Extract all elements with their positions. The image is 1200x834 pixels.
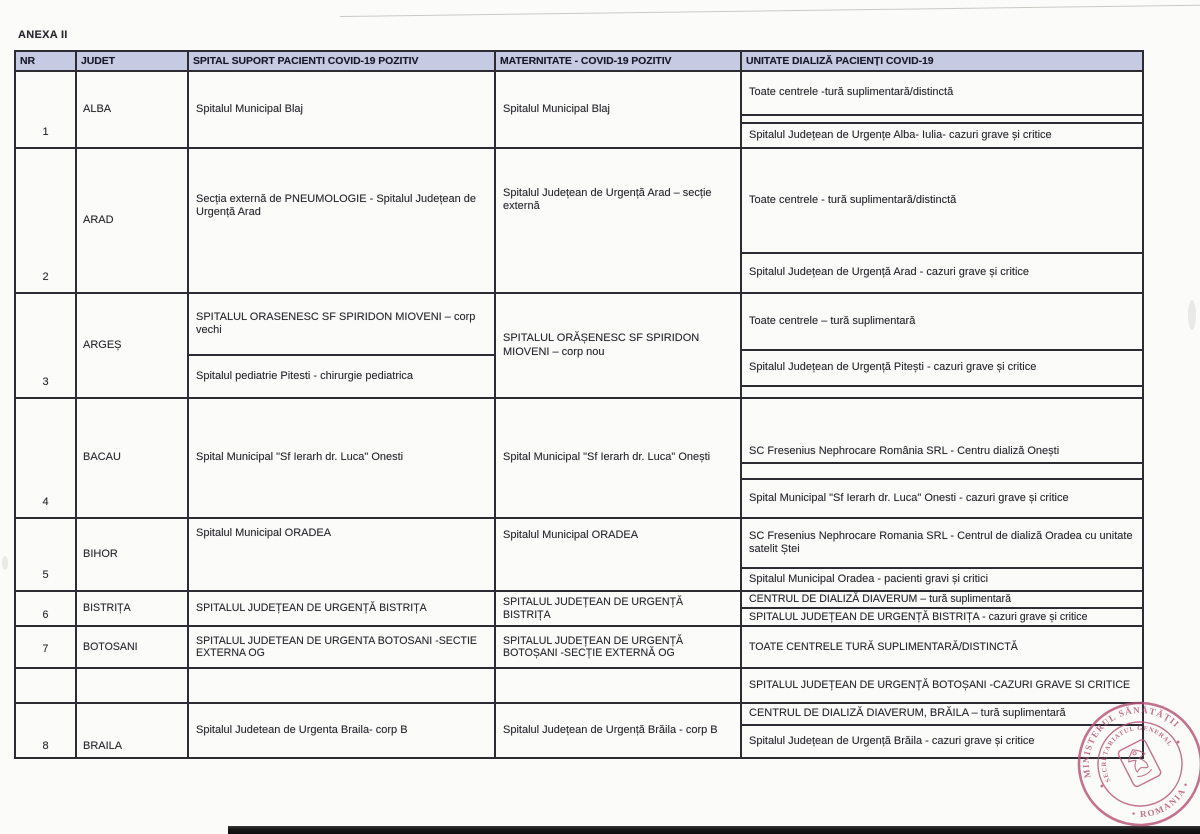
cell-maternitate [494, 294, 740, 397]
dializa-text: Spital Municipal "Sf Ierarh dr. Luca" Onesti - cazuri grave și critice [749, 491, 1069, 504]
row-number: 5 [42, 568, 49, 581]
table-row [16, 590, 1142, 625]
dializa-text: Spitalul Județean de Urgență Brăila - cazuri grave și critice [749, 734, 1035, 747]
dializa-subrow [742, 72, 1142, 116]
stamp-arc-top-text: MINISTERUL SĂNĂTĂȚII [1080, 704, 1182, 779]
cell-maternitate [494, 592, 740, 625]
maternitate-text: Spitalul Județean de Urgență Arad – secție externă [503, 187, 712, 213]
dializa-subrow [742, 609, 1142, 625]
table-row [16, 70, 1142, 147]
dializa-text: SC Fresenius Nephrocare România SRL - Centru dializă Onești [749, 444, 1060, 457]
suport-text: SPITALUL JUDEȚEAN DE URGENȚĂ BISTRIȚA [196, 602, 427, 615]
dializa-subrow [742, 592, 1142, 609]
table-row [16, 292, 1142, 397]
dializa-subrow [742, 387, 1142, 397]
dializa-text: Toate centrele - tură suplimentară/distinctă [749, 193, 957, 206]
cell-maternitate [494, 704, 740, 757]
cell-maternitate [494, 149, 740, 292]
suport-subrow [189, 294, 494, 356]
row-number: 2 [42, 270, 49, 283]
cell-dializa [740, 72, 1142, 147]
header-judet: JUDET [75, 52, 187, 70]
cell-maternitate [494, 627, 740, 667]
cell-judet [75, 399, 187, 517]
header-nr: NR [20, 54, 35, 67]
scan-artifact-smudge [2, 556, 8, 570]
table-row [16, 702, 1142, 757]
dializa-subrow [742, 124, 1142, 147]
stamp-eagle-emblem [1117, 738, 1162, 787]
maternitate-text: Spitalul Județean de Urgență Brăila - corp B [503, 723, 718, 736]
cell-judet [75, 149, 187, 292]
dializa-text: Toate centrele – tură suplimentară [749, 314, 916, 327]
cell-nr [16, 592, 75, 625]
dializa-subrow [742, 149, 1142, 254]
table-row [16, 517, 1142, 590]
cell-judet [75, 592, 187, 625]
cell-spital-suport [187, 519, 494, 590]
cell-spital-suport [187, 149, 494, 292]
table-row [16, 625, 1142, 667]
maternitate-text: Spitalul Municipal Blaj [503, 102, 610, 115]
cell-nr [16, 704, 75, 757]
cell-judet [75, 669, 187, 702]
suport-text: Spitalul pediatrie Pitesti - chirurgie pediatrica [196, 369, 414, 382]
cell-spital-suport [187, 704, 494, 757]
judet-label: BIHOR [83, 547, 118, 560]
scan-artifact-diagonal-line [340, 5, 1200, 17]
judet-label: BRAILA [83, 739, 123, 752]
cell-judet [75, 627, 187, 667]
dializa-text: Spitalul Județean de Urgență Pitești - cazuri grave și critice [749, 361, 1037, 374]
header-unitate-dializa: UNITATE DIALIZĂ PACIENȚI COVID-19 [740, 52, 1142, 70]
cell-maternitate [494, 519, 740, 590]
dializa-text: Spitalul Municipal Oradea - pacienti gravi și critici [749, 572, 989, 585]
cell-dializa [740, 519, 1142, 590]
cell-nr [16, 294, 75, 397]
cell-nr [16, 72, 75, 147]
suport-text: Spitalul Judetean de Urgenta Braila- corp B [196, 723, 408, 736]
dializa-text: Spitalul Județean de Urgență Arad - cazuri grave și critice [749, 266, 1030, 279]
cell-judet [75, 294, 187, 397]
suport-text: Secția externă de PNEUMOLOGIE - Spitalul Județean de Urgență Arad [196, 193, 477, 219]
dializa-subrow [742, 351, 1142, 387]
dializa-text: TOATE CENTRELE TURĂ SUPLIMENTARĂ/DISTINCTĂ [749, 640, 1018, 653]
suport-text: Spitalul Municipal ORADEA [196, 527, 332, 539]
dializa-text: SPITALUL JUDEȚEAN DE URGENȚĂ BOTOȘANI -CAZURI GRAVE SI CRITICE [749, 679, 1131, 692]
dializa-text: CENTRUL DE DIALIZĂ DIAVERUM – tură suplimentară [749, 593, 1011, 606]
cell-judet [75, 72, 187, 147]
stamp-arc-bottom-text: • ROMANIA • [1131, 779, 1192, 820]
scan-artifact-bottom-bar [228, 826, 1200, 834]
header-spital-suport: SPITAL SUPORT PACIENTI COVID-19 POZITIV [187, 52, 494, 70]
suport-text: SPITALUL JUDETEAN DE URGENTA BOTOSANI -SECTIE EXTERNA OG [196, 634, 477, 659]
cell-nr [16, 669, 75, 702]
suport-text: Spitalul Municipal Blaj [196, 102, 303, 115]
row-number: 3 [42, 375, 49, 388]
cell-spital-suport [187, 294, 494, 397]
suport-text: SPITALUL ORASENESC SF SPIRIDON MIOVENI – corp vechi [196, 310, 476, 336]
cell-spital-suport [187, 627, 494, 667]
maternitate-text: SPITALUL ORĂȘENESC SF SPIRIDON MIOVENI – corp nou [503, 332, 700, 358]
cell-dializa [740, 399, 1142, 517]
hospitals-table [14, 50, 1144, 759]
cell-maternitate [494, 669, 740, 702]
cell-spital-suport [187, 592, 494, 625]
row-number: 4 [42, 495, 49, 508]
dializa-text: SPITALUL JUDEȚEAN DE URGENȚĂ BISTRIȚA - cazuri grave și critice [749, 610, 1088, 623]
maternitate-text: Spitalul Municipal ORADEA [503, 529, 639, 541]
cell-dializa [740, 592, 1142, 625]
cell-dializa [740, 149, 1142, 292]
dializa-text: Toate centrele -tură suplimentară/distinctă [749, 86, 954, 99]
judet-label: BOTOSANI [83, 640, 138, 653]
dializa-subrow [742, 254, 1142, 292]
cell-maternitate [494, 399, 740, 517]
maternitate-text: Spital Municipal "Sf Ierarh dr. Luca" Onești [503, 451, 711, 464]
cell-nr [16, 627, 75, 667]
cell-nr [16, 399, 75, 517]
cell-dializa [740, 627, 1142, 667]
row-number: 1 [42, 125, 49, 138]
cell-spital-suport [187, 399, 494, 517]
judet-label: BISTRIȚA [83, 602, 131, 615]
dializa-subrow [742, 480, 1142, 517]
row-number: 6 [42, 608, 49, 621]
dializa-subrow [742, 399, 1142, 464]
table-row [16, 147, 1142, 292]
judet-label: BACAU [83, 451, 121, 464]
ministry-stamp [1066, 690, 1200, 834]
maternitate-text: SPITALUL JUDEȚEAN DE URGENȚĂ BOTOȘANI -SECȚIE EXTERNĂ OG [503, 634, 684, 659]
dializa-subrow [742, 116, 1142, 124]
suport-subrow [189, 356, 494, 397]
maternitate-text: SPITALUL JUDEȚEAN DE URGENȚĂ BISTRIȚA [503, 596, 684, 621]
dializa-subrow [742, 464, 1142, 480]
scan-artifact-smudge [1188, 300, 1196, 330]
cell-dializa [740, 294, 1142, 397]
suport-text: Spital Municipal "Sf Ierarh dr. Luca" Onesti [196, 451, 404, 464]
table-row [16, 397, 1142, 517]
cell-nr [16, 519, 75, 590]
table-row [16, 667, 1142, 702]
page-title: ANEXA II [18, 29, 68, 41]
dializa-subrow [742, 294, 1142, 351]
cell-nr [16, 149, 75, 292]
cell-spital-suport [187, 72, 494, 147]
cell-judet [75, 519, 187, 590]
judet-label: ARAD [83, 213, 114, 226]
row-number: 8 [42, 739, 49, 752]
judet-label: ARGEȘ [83, 338, 122, 351]
dializa-subrow [742, 569, 1142, 590]
stamp-arc-inner-text: SECRETARIATUL GENERAL [1100, 724, 1174, 784]
dializa-text: Spitalul Județean de Urgențe Alba- Iulia- cazuri grave și critice [749, 128, 1052, 141]
table-header-row [16, 52, 1142, 70]
row-number: 7 [42, 642, 49, 655]
dializa-text: SC Fresenius Nephrocare Romania SRL - Centrul de dializă Oradea cu unitate satelit Ștei [749, 529, 1133, 555]
header-maternitate: MATERNITATE - COVID-19 POZITIV [494, 52, 740, 70]
cell-maternitate [494, 72, 740, 147]
judet-label: ALBA [83, 102, 112, 115]
cell-judet [75, 704, 187, 757]
cell-spital-suport [187, 669, 494, 702]
dializa-text: CENTRUL DE DIALIZĂ DIAVERUM, BRĂILA – tură suplimentară [749, 707, 1066, 720]
dializa-subrow [742, 519, 1142, 569]
